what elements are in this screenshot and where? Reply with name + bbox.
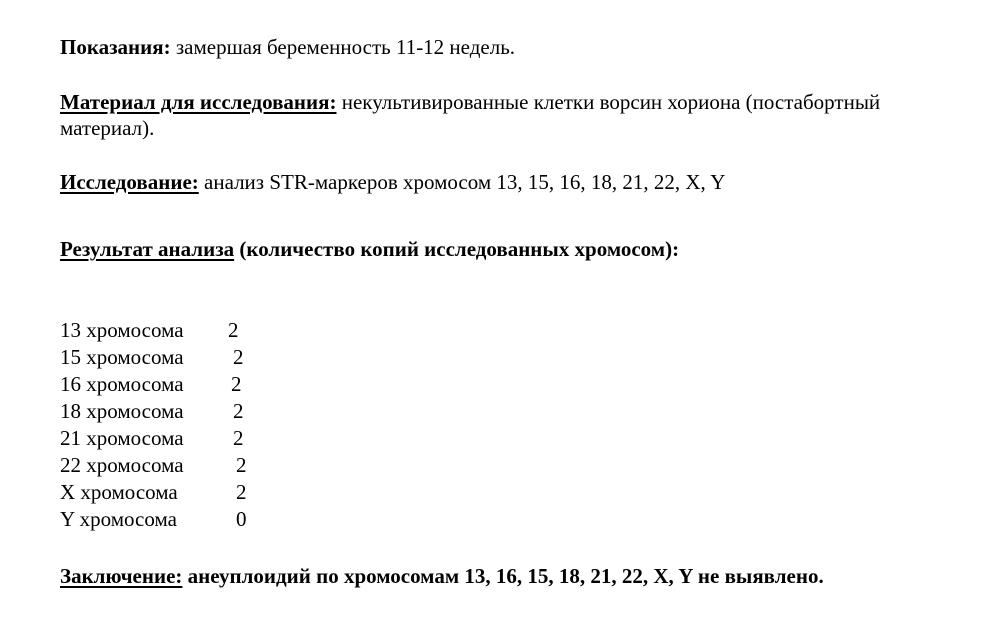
chromosome-count: 2 — [233, 345, 244, 369]
chromosome-count: 2 — [233, 399, 244, 423]
study-text: анализ STR-маркеров хромосом 13, 15, 16, 18, 21, 22, X, Y — [198, 170, 726, 194]
chromosome-row — [60, 318, 239, 345]
chromosome-name: 18 хромосома — [60, 399, 184, 423]
chromosome-name: 16 хромосома — [60, 372, 184, 396]
chromosome-row — [60, 399, 244, 426]
material-text: некультивированные клетки ворсин хориона (постабортный — [336, 90, 881, 114]
chromosome-count: 2 — [236, 453, 247, 477]
conclusion-text: анеуплоидий по хромосомам 13, 16, 15, 18, 21, 22, X, Y не выявлено. — [182, 564, 824, 588]
material-paragraph-line1 — [60, 90, 880, 115]
chromosome-count: 2 — [236, 480, 247, 504]
result-label: Результат анализа — [60, 237, 235, 261]
chromosome-count: 2 — [231, 372, 242, 396]
chromosome-name: 15 хромосома — [60, 345, 184, 369]
chromosome-name: Y хромосома — [60, 507, 177, 531]
chromosome-row — [60, 426, 244, 453]
material-label: Материал для исследования: — [60, 90, 337, 114]
chromosome-name: 21 хромосома — [60, 426, 184, 450]
indications-label: Показания: — [60, 35, 171, 59]
chromosome-count: 2 — [233, 426, 244, 450]
conclusion-label: Заключение: — [60, 564, 183, 588]
chromosome-row — [60, 372, 242, 399]
material-text-continued: материал). — [60, 116, 155, 140]
chromosome-name: 22 хромосома — [60, 453, 184, 477]
indications-paragraph — [60, 35, 515, 60]
chromosome-row — [60, 480, 247, 507]
result-text: (количество копий исследованных хромосом): — [234, 237, 680, 261]
chromosome-name: X хромосома — [60, 480, 178, 504]
conclusion-paragraph — [60, 564, 824, 589]
indications-text: замершая беременность 11-12 недель. — [170, 35, 516, 59]
study-label: Исследование: — [60, 170, 199, 194]
chromosome-row — [60, 453, 247, 480]
result-heading — [60, 237, 679, 262]
study-paragraph — [60, 170, 725, 195]
chromosome-row — [60, 345, 244, 372]
chromosome-name: 13 хромосома — [60, 318, 184, 342]
chromosome-count: 0 — [236, 507, 247, 531]
chromosome-count: 2 — [228, 318, 239, 342]
material-paragraph-line2 — [60, 116, 154, 141]
chromosome-row — [60, 507, 247, 534]
